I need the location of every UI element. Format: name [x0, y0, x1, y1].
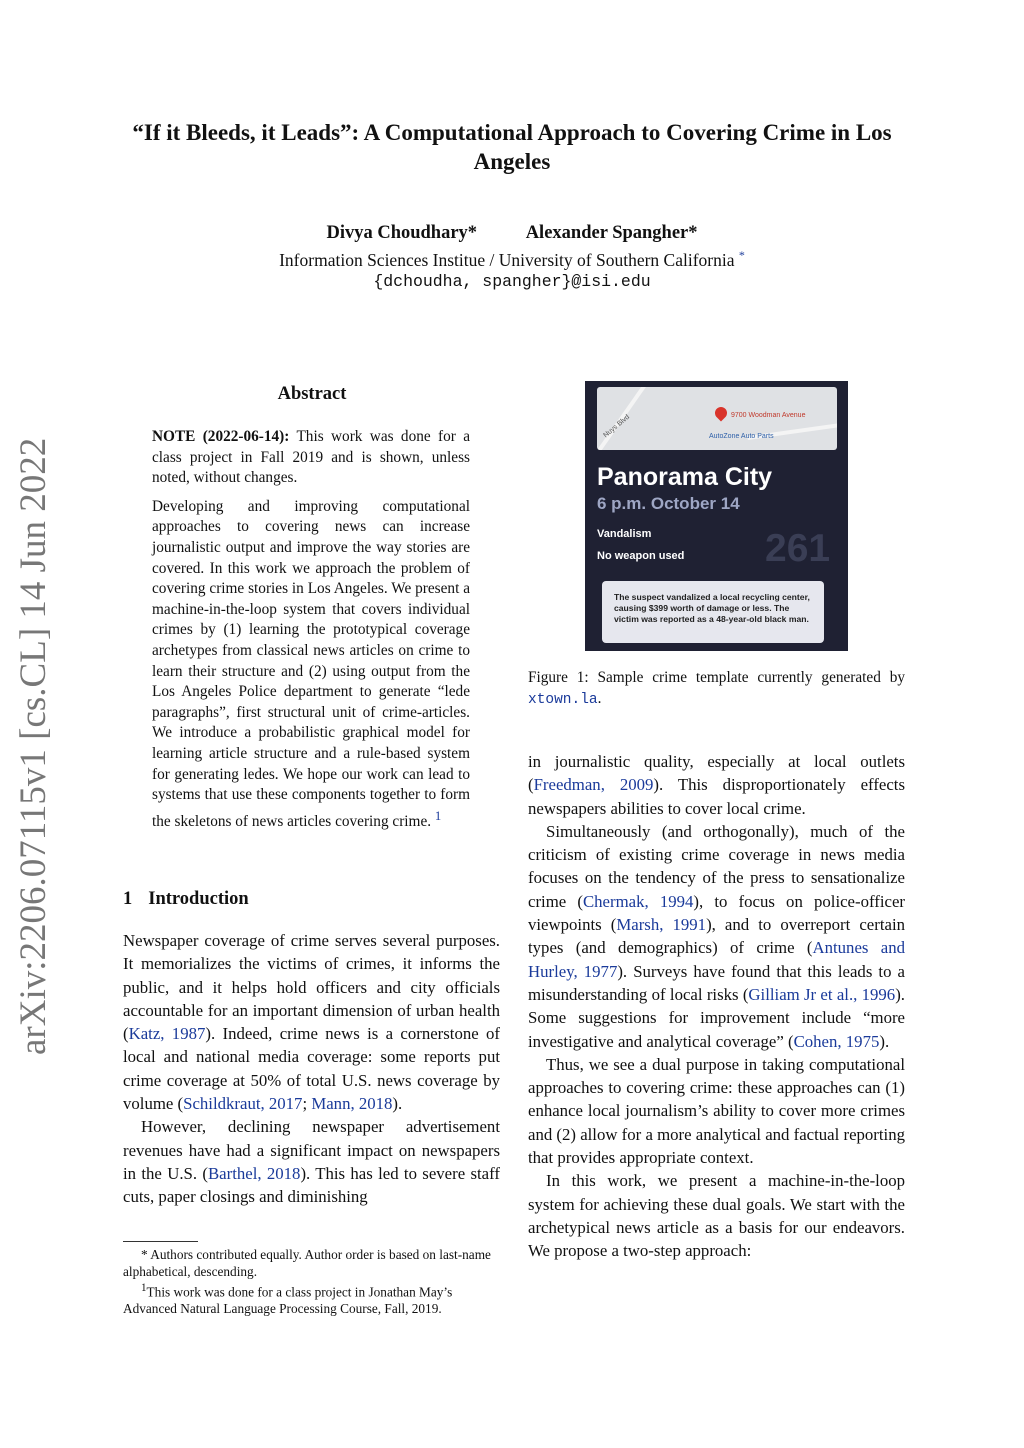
map-image	[597, 387, 837, 450]
paragraph: In this work, we present a machine-in-the-loop system for achieving these dual goals. We start with the archetypical news article as a basis for our endeavors. We propose a two-step approach:	[528, 1171, 905, 1261]
footnote: $^1$This work was done for a class project in Jonathan May’s Advanced Natural Language Processing Course, Fall, 2019.	[123, 1282, 453, 1317]
citation-link[interactable]: Cohen, 1975	[793, 1031, 880, 1051]
citation-link[interactable]: Chermak, 1994	[582, 891, 694, 911]
figure-caption: Figure 1: Sample crime template currently generated by xtown.la.	[528, 669, 905, 708]
author-name: Alexander Spangher*	[525, 223, 698, 243]
citation-link[interactable]: Barthel, 2018	[207, 1163, 301, 1183]
figure-weapon: No weapon used	[597, 550, 685, 562]
map-poi-label: AutoZone Auto Parts	[709, 433, 774, 440]
note-label: NOTE (2022-06-14):	[152, 428, 290, 445]
citation-link[interactable]: Mann, 2018	[311, 1094, 393, 1114]
citation-link[interactable]: Antunes and Hurley, 1977	[528, 938, 905, 981]
figure-count: 261	[765, 527, 831, 570]
map-pin-icon	[713, 405, 730, 422]
note-text: This work was done for a class project in Fall 2019 and is shown, unless noted, without changes.	[152, 428, 471, 487]
paragraph: Thus, we see a dual purpose in taking computational approaches to covering crime: these approaches can (1) enhance local journalism’s ability to cover more crimes and (2) allow for a more analytical and factual reporting that provides appropriate context.	[528, 1054, 905, 1168]
figure-time: 6 p.m. October 14	[597, 494, 740, 513]
footnotes	[123, 1246, 501, 1317]
abstract-body	[152, 427, 470, 840]
paper-title: “If it Bleeds, it Leads”: A Computational Approach to Covering Crime in Los Angeles	[132, 120, 892, 174]
figure-crime-type: Vandalism	[597, 528, 652, 540]
right-column-text	[528, 750, 905, 1263]
figure-summary-card	[602, 581, 824, 643]
paragraph: Newspaper coverage of crime serves several purposes. It memorializes the victims of crimes, it informs the public, and it helps hold officers and city officials accountable for an important dimension of urban health (Katz, 1987). Indeed, crime news is a cornerstone of local and national media coverage: some reports put crime coverage at 50% of total U.S. news coverage by volume (Schildkraut, 2017; Mann, 2018).	[123, 931, 500, 1114]
affiliation-mark: *	[738, 248, 745, 262]
footnote-number: 1	[141, 1282, 147, 1294]
section-title: Introduction	[148, 889, 249, 909]
abstract-note	[152, 427, 470, 489]
author-email: {dchoudha, spangher}@isi.edu	[373, 272, 651, 291]
abstract-paragraph: Developing and improving computational approaches to covering news can increase journalistic output and improve the way stories are covered. In this work we approach the problem of covering crime stories in Los Angeles. We present a machine-in-the-loop system that covers individual crimes by (1) learning the prototypical coverage archetypes from classical news articles on crime to learn their structure and (2) using output from the Los Angeles Police department to generate “lede paragraphs”, first structural unit of crime-articles. We introduce a probabilistic graphical model for learning article structure and a rule-based system for generating ledes. We hope our work can lead to systems that use these components together to form the skeletons of news articles covering crime.	[152, 497, 470, 830]
abstract-heading: Abstract	[277, 384, 347, 404]
citation-link[interactable]: Gilliam Jr et al., 1996	[748, 984, 896, 1004]
caption-link[interactable]: xtown.la	[528, 691, 598, 708]
footnote: * Authors contributed equally. Author order is based on last-name alphabetical, descending.	[123, 1247, 491, 1279]
section-heading	[123, 889, 249, 910]
footnote-divider	[123, 1241, 198, 1242]
citation-link[interactable]: Schildkraut, 2017	[183, 1094, 303, 1114]
abstract-text	[152, 497, 470, 833]
map-street-label: Nuys Blvd	[602, 413, 632, 440]
paragraph: in journalistic quality, especially at local outlets (Freedman, 2009). This disproportionately effects newspapers abilities to cover local crime.	[528, 752, 905, 818]
affiliation-text: Information Sciences Institue / University of Southern California	[279, 249, 735, 270]
figure-crime-template	[585, 381, 848, 651]
section-number: 1	[123, 889, 133, 909]
left-column-text	[123, 929, 500, 1209]
citation-link[interactable]: Katz, 1987	[128, 1024, 206, 1044]
paragraph: Simultaneously (and orthogonally), much of the criticism of existing crime coverage in news media focuses on the tendency of the press to sensationalize crime (Chermak, 1994), to focus on police-officer viewpoints (Marsh, 1991), and to overreport certain types (and demographics) of crime (Antunes and Hurley, 1977). Surveys have found that this leads to a misunderstanding of local risks (Gilliam Jr et al., 1996). Some suggestions for improvement include “more investigative and analytical coverage” (Cohen, 1975).	[528, 821, 906, 1051]
map-address-label: 9700 Woodman Avenue	[731, 412, 806, 419]
author-list	[0, 223, 1024, 244]
figure-city: Panorama City	[597, 463, 773, 491]
paragraph: However, declining newspaper advertisement revenues have had a significant impact on newspapers in the U.S. (Barthel, 2018). This has led to severe staff cuts, paper closings and diminishing	[123, 1117, 501, 1207]
affiliation	[0, 248, 1024, 271]
author-name: Divya Choudhary*	[326, 223, 478, 243]
footnote-marker[interactable]: 1	[434, 808, 442, 823]
citation-link[interactable]: Marsh, 1991	[616, 915, 707, 935]
figure-summary-text: The suspect vandalized a local recycling center, causing $399 worth of damage or less. The victim was reported as a 48-year-old black man.	[614, 592, 810, 624]
citation-link[interactable]: Freedman, 2009	[533, 775, 654, 795]
arxiv-identifier: arXiv:2206.07115v1 [cs.CL] 14 Jun 2022	[13, 437, 54, 1055]
